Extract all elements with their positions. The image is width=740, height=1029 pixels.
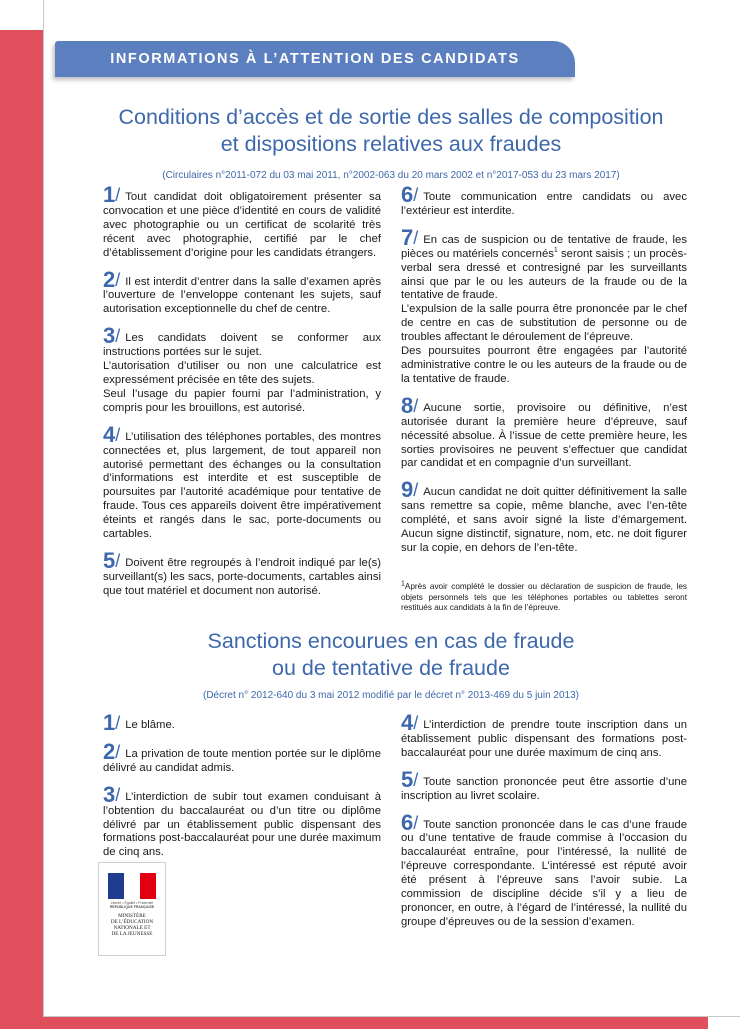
rule-item-9: 9/ Aucun candidat ne doit quitter définitivement la salle sans remettre sa copie, même blanche, avec l’en-tête complété, et sans avoir signé la liste d’émargement. Aucun signe distinctif, signature, nom, etc. ne doit figurer sur la copie, en dehors de l’en-tête. [401,477,687,554]
logo-motto [103,901,161,909]
section2-right-column [401,710,687,942]
ministry-line: MINISTÈRE [118,913,146,919]
section1-title [43,104,739,158]
ministry-name [101,913,163,937]
republic-flag-icon [108,873,156,899]
sanction-text: L’interdiction de subir tout examen conduisant à l’obtention du baccalauréat ou d’un titre ou diplôme délivré par un établissement public dispensant des formations post-baccalauréat pour une durée maximum de cinq ans. [103,790,381,859]
rule-item-5: 5/ Doivent être regroupés à l’endroit indiqué par le(s) surveillant(s) les sacs, porte-documents, cartables ainsi que tout matériel et document non autorisé. [103,547,381,597]
section2-title-line1: Sanctions encourues en cas de fraude [207,629,575,653]
sanction-text: Toute sanction prononcée peut être assortie d’une inscription au livret scolaire. [401,775,687,802]
rule-text: seront saisis ; un procès-verbal sera dressé et contresigné par les surveillants ainsi que par le ou les auteurs de la fraude ou de la tentative de fraude. [401,247,687,302]
sanction-item-2: 2/ La privation de toute mention portée sur le diplôme délivré au candidat admis. [103,738,381,774]
sanction-item-5: 5/ Toute sanction prononcée peut être assortie d’une inscription au livret scolaire. [401,766,687,802]
sanction-number: 3 [103,781,116,807]
sanction-text: La privation de toute mention portée sur le diplôme délivré au candidat admis. [103,747,381,774]
ministry-line: DE L’ÉDUCATION [110,919,154,925]
banner-text: INFORMATIONS À L’ATTENTION DES CANDIDATS [110,51,520,67]
ministry-line: NATIONALE ET [113,925,151,931]
sanction-number: 2 [103,738,116,764]
sanction-number: 4 [401,710,414,735]
rule-text-para: Des poursuites pourront être engagées par l’autorité administrative contre le ou les auteurs de la fraude ou de la tentative de fraude. [401,345,687,385]
rule-text: En cas de suspicion ou de tentative de fraude, les pièces ou matériels concernés [401,233,687,260]
section1-subtitle: (Circulaires n°2011-072 du 03 mai 2011, n°2002-063 du 20 mars 2002 et n°2017-053 du 23 mars 2017) [162,170,620,181]
rule-item-3: 3/ Les candidats doivent se conformer aux instructions portées sur le sujet. L’autorisation d’utiliser ou non une calculatrice est expressément précisée en tête des sujets. Seul l’usage du papier fourni par l’administration, y compris pour les brouillons, est autorisé. [103,323,381,414]
rule-number: 9 [401,477,414,503]
rule-text: Il est interdit d’entrer dans la salle d’examen après l’ouverture de l’enveloppe contenant les sujets, sauf autorisation exceptionnelle du chef de centre. [103,275,381,316]
header-banner [55,41,575,77]
rule-text-para: L’autorisation d’utiliser ou non une calculatrice est expressément précisée en tête des sujets. [103,360,381,386]
section2-title [43,628,739,682]
ministry-line: DE LA JEUNESSE [111,931,153,937]
section1-left-column [103,182,381,611]
sanction-text: Toute sanction prononcée dans le cas d’une fraude ou d’une tentative de fraude commise à l’occasion du baccalauréat entraîne, pour l’intéressé, la nullité de l’épreuve correspondante. L’intéressé est réputé avoir été présent à l’épreuve sans l’avoir subie. La commission de discipline décide s’il y a lieu de prononcer, en outre, à l’égard de l’intéressé, la nullité du groupe d’épreuves ou de la session d’examen. [401,818,687,928]
rule-number: 1 [103,182,116,207]
ministry-logo [98,862,166,956]
footnote [401,582,687,614]
sanction-item-6: 6/ Toute sanction prononcée dans le cas d’une fraude ou d’une tentative de fraude commise à l’occasion du baccalauréat entraîne, pour l’intéressé, la nullité de l’épreuve correspondante. L’intéressé est réputé avoir été présent à l’épreuve sans l’avoir subie. La commission de discipline décide s’il y a lieu de prononcer, en outre, à l’égard de l’intéressé, la nullité du groupe d’épreuves ou de la session d’examen. [401,809,687,928]
logo-motto-text: Liberté • Égalité • Fraternité [110,901,154,905]
sanction-number: 5 [401,766,414,792]
section2-subtitle: (Décret n° 2012-640 du 3 mai 2012 modifié par le décret n° 2013-469 du 5 juin 2013) [202,690,579,701]
rule-text: Aucune sortie, provisoire ou définitive, n’est autorisée durant la première heure d’épreuve, sauf nécessité absolue. À l’issue de cette première heure, les sorties provisoires ne peuvent s’effectuer que candidat par candidat et en compagnie d’un surveillant. [401,401,687,470]
logo-republic-text: RÉPUBLIQUE FRANÇAISE [109,905,155,909]
footnote-marker: 1 [553,246,558,254]
rule-number: 7 [401,224,414,250]
rule-item-1: 1/ Tout candidat doit obligatoirement présenter sa convocation et une pièce d’identité en cours de validité avec photographie ou un certificat de scolarité très récent avec photographie, certifié par le chef d’établissement d’origine pour les candidats étrangers. [103,182,381,259]
rule-text: L’utilisation des téléphones portables, des montres connectées et, plus largement, de tout appareil non autorisé permettant des échanges ou la consultation d’informations est interdite et est susceptible de poursuites par l’autorité académique pour tentative de fraude. Tous ces appareils doivent être impérativement éteints et rangés dans le sac, porte-documents ou cartables. [103,430,381,541]
sanction-text: L’interdiction de prendre toute inscription dans un établissement public dispensant des formations post-baccalauréat pour une durée maximum de cinq ans. [401,719,687,759]
section2-title-line2: ou de tentative de fraude [272,656,510,680]
rule-item-2: 2/ Il est interdit d’entrer dans la salle d’examen après l’ouverture de l’enveloppe contenant les sujets, sauf autorisation exceptionnelle du chef de centre. [103,266,381,316]
rule-item-4: 4/ L’utilisation des téléphones portables, des montres connectées et, plus largement, de tout appareil non autorisé permettant des échanges ou la consultation d’informations est interdite et est susceptible de poursuites par l’autorité académique pour tentative de fraude. Tous ces appareils doivent être impérativement éteints et rangés dans le sac, porte-documents ou cartables. [103,421,381,541]
section1-right-column [401,182,687,568]
sanction-item-4: 4/ L’interdiction de prendre toute inscription dans un établissement public dispensant des formations post-baccalauréat pour une durée maximum de cinq ans. [401,710,687,759]
rule-number: 6 [401,182,414,207]
sanction-number: 1 [103,710,116,735]
rule-item-8: 8/ Aucune sortie, provisoire ou définitive, n’est autorisée durant la première heure d’épreuve, sauf nécessité absolue. À l’issue de cette première heure, les sorties provisoires ne peuvent s’effectuer que candidat par candidat et en compagnie d’un surveillant. [401,392,687,470]
rule-text: Doivent être regroupés à l’endroit indiqué par le(s) surveillant(s) les sacs, porte-documents, cartables ainsi que tout matériel et document non autorisé. [103,556,381,597]
rule-item-6: 6/ Toute communication entre candidats ou avec l’extérieur est interdite. [401,182,687,217]
rule-number: 3 [103,323,116,349]
rule-text: Tout candidat doit obligatoirement présenter sa convocation et une pièce d’identité en cours de validité avec photographie ou un certificat de scolarité très récent avec photographie, certifié par le chef d’établissement d’origine pour les candidats étrangers. [103,191,381,259]
rule-text: Les candidats doivent se conformer aux instructions portées sur le sujet. [103,332,381,359]
sanction-item-1: 1/ Le blâme. [103,710,175,735]
section1-title-line2: et dispositions relatives aux fraudes [220,132,562,156]
rule-item-7: 7/ En cas de suspicion ou de tentative de fraude, les pièces ou matériels concernés$^1$ seront saisis ; un procès-verbal sera dressé et contresigné par les surveillants ainsi que par le ou les auteurs de la fraude ou de la tentative de fraude. L’expulsion de la salle pourra être prononcée par le chef de centre en cas de substitution de personne ou de troubles affectant le déroulement de l’épreuve. Des poursuites pourront être engagées par l’autorité administrative contre le ou les auteurs de la fraude ou de la tentative de fraude. [401,224,687,385]
rule-number: 2 [103,266,116,292]
rule-text: Toute communication entre candidats ou avec l’extérieur est interdite. [401,191,687,217]
rule-number: 5 [103,547,116,573]
sanction-text: Le blâme. [125,719,175,731]
footnote-text: Après avoir complété le dossier ou déclaration de suspicion de fraude, les objets personnels tels que les téléphones portables ou tablettes seront restitués aux candidats à la fin de l’épreuve. [401,582,687,612]
sanction-item-3: 3/ L’interdiction de subir tout examen conduisant à l’obtention du baccalauréat ou d’un titre ou diplôme délivré par un établissement public dispensant des formations post-baccalauréat pour une durée maximum de cinq ans. [103,781,381,859]
rule-number: 8 [401,392,414,418]
section1-title-line1: Conditions d’accès et de sortie des salles de composition [118,105,664,129]
rule-text-para: Seul l’usage du papier fourni par l’administration, y compris pour les brouillons, est autorisé. [103,387,381,414]
section2-left-column [103,710,381,872]
rule-number: 4 [103,421,116,447]
sanction-number: 6 [401,809,414,835]
rule-text: Aucun candidat ne doit quitter définitivement la salle sans remettre sa copie, même blanche, avec l’en-tête complété, et sans avoir signé la liste d’émargement. Aucun signe distinctif, signature, nom, etc. ne doit figurer sur la copie, en dehors de l’en-tête. [401,486,687,554]
footnote-number: 1 [401,580,405,588]
rule-text-para: L’expulsion de la salle pourra être prononcée par le chef de centre en cas de substitution de personne ou de troubles affectant le déroulement de l’épreuve. [401,303,687,344]
